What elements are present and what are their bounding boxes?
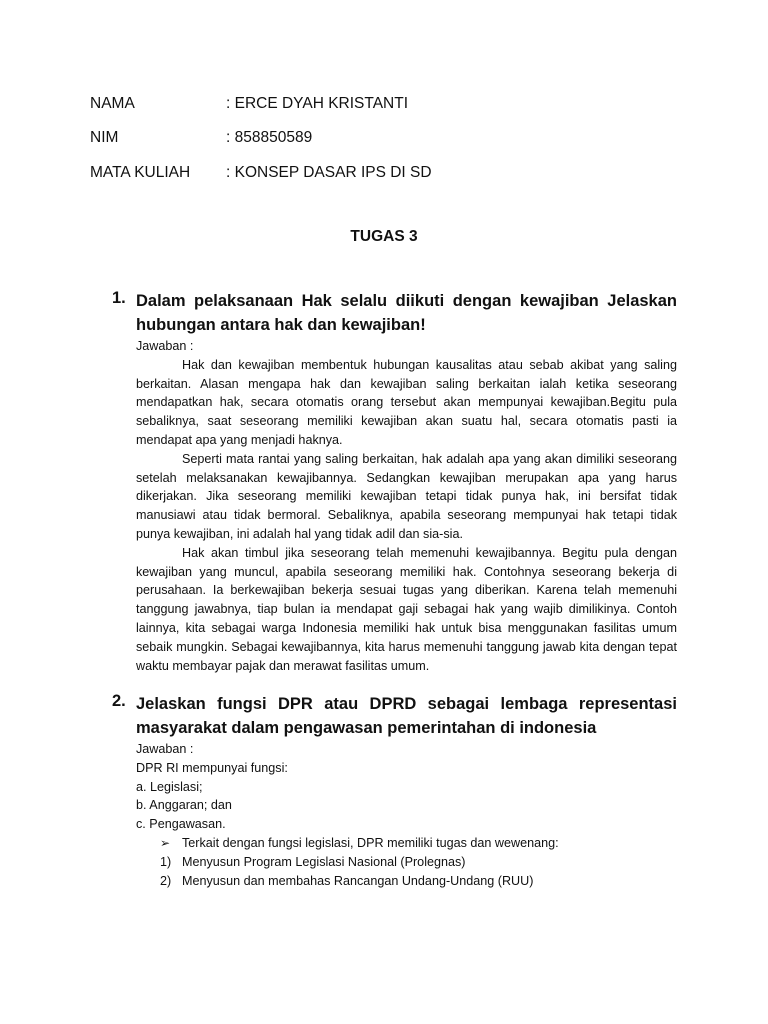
list-item [160,834,677,853]
question-2 [112,692,677,740]
answer-2-line-1: DPR RI mempunyai fungsi: [136,760,288,775]
nim-row [90,129,312,147]
nama-row [90,95,408,113]
bullet-text: Terkait dengan fungsi legislasi, DPR memiliki tugas dan wewenang: [182,835,559,850]
list-item [160,853,677,872]
answer-2-line-3: b. Anggaran; dan [136,798,232,813]
answer-1-paragraph-1: Hak dan kewajiban membentuk hubungan kausalitas atau sebab akibat yang saling berkaitan. Alasan mengapa hak dan kewajiban saling berkaitan ialah ketika seseorang mendapatkan hak, secara otomatis orang tersebut akan mempunyai kewajiban.Begitu pula sebaliknya, saat seseorang memiliki kewajiban akan suatu hal, secara otomatis pasti ia mendapat apa yang menjadi haknya. [136,357,677,447]
answer-2-line-4: c. Pengawasan. [136,817,226,832]
question-1 [112,289,677,337]
list-text: Menyusun dan membahas Rancangan Undang-Undang (RUU) [182,873,534,888]
question-2-text: Jelaskan fungsi DPR atau DPRD sebagai lembaga representasi masyarakat dalam pengawasan pemerintahan di indonesia [136,695,677,737]
answer-1-label: Jawaban : [136,339,194,353]
answer-2-list [160,834,677,890]
list-number: 2) [160,873,172,888]
nim-value: : 858850589 [226,129,313,146]
nama-value: : ERCE DYAH KRISTANTI [226,95,409,112]
answer-2 [136,740,677,890]
answer-1-paragraph-2: Seperti mata rantai yang saling berkaitan, hak adalah apa yang akan dimiliki seseorang setelah melaksanakan kewajibannya. Sedangkan kewajiban merupakan apa yang harus dikerjakan. Jika seseorang memiliki kewajiban tetapi tidak punya hak, ini bersifat tidak manusiawi atau tidak bermoral. Sebaliknya, apabila seseorang mempunyai hak tetapi tidak punya kewajiban, ini adalah hal yang tidak adil dan sia-sia. [136,451,677,541]
list-number: 1) [160,854,172,869]
question-1-text: Dalam pelaksanaan Hak selalu diikuti dengan kewajiban Jelaskan hubungan antara hak dan kewajiban! [136,292,677,334]
document-title: TUGAS 3 [350,228,418,245]
question-1-number: 1. [112,289,126,307]
answer-2-line-2: a. Legislasi; [136,779,203,794]
arrow-bullet-icon: ➢ [160,835,171,850]
list-item [160,872,677,891]
answer-1-paragraph-3: Hak akan timbul jika seseorang telah memenuhi kewajibannya. Begitu pula dengan kewajiban yang muncul, apabila seseorang memiliki hak. Contohnya seseorang bekerja di perusahaan. Ia berkewajiban bekerja sesuai tugas yang diberikan. Karena telah memenuhi tanggung jawabnya, tiap bulan ia mendapat gaji sebagai hak yang wajib dimilikinya. Contoh lainnya, kita sebagai warga Indonesia memiliki hak untuk bisa menggunakan fasilitas umum sebaik mungkin. Sebagai kewajibannya, kita harus memenuhi tanggung jawab kita dengan tepat waktu membayar pajak dan merawat fasilitas umum. [136,545,677,673]
list-text: Menyusun Program Legislasi Nasional (Prolegnas) [182,854,466,869]
question-2-number: 2. [112,692,126,710]
mata-kuliah-value: : KONSEP DASAR IPS DI SD [226,164,432,181]
mata-kuliah-row [90,164,432,182]
mata-kuliah-label: MATA KULIAH [90,164,191,181]
answer-1 [136,337,677,675]
nama-label: NAMA [90,95,135,112]
nim-label: NIM [90,129,119,146]
answer-2-label: Jawaban : [136,742,194,756]
